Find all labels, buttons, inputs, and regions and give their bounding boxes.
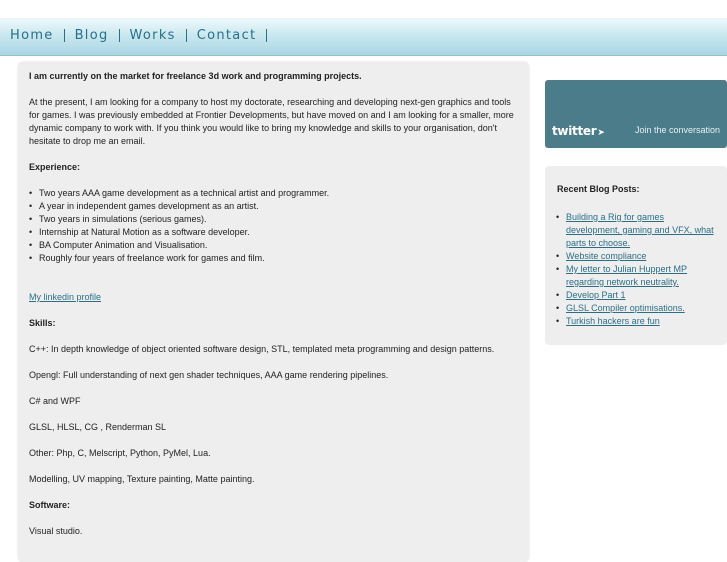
linkedin-link[interactable]: My linkedin profile: [29, 292, 102, 302]
software-heading: Software:: [29, 500, 71, 510]
nav-works[interactable]: Works: [129, 28, 176, 43]
nav-contact[interactable]: Contact: [196, 28, 257, 43]
spacer: [29, 460, 519, 473]
recent-post-link[interactable]: GLSL Compiler optimisations.: [566, 303, 685, 313]
intro-text: I am currently on the market for freelance 3d work and programming projects.: [29, 71, 362, 81]
recent-posts-list: [566, 211, 716, 328]
spacer: [29, 512, 519, 525]
experience-list: [29, 187, 519, 265]
spacer: [29, 83, 519, 96]
experience-item: • Two years AAA game development as a technical artist and programmer.: [39, 187, 519, 200]
experience-item: • Internship at Natural Motion as a software developer.: [39, 226, 519, 239]
spacer: [29, 356, 519, 369]
spacer: [29, 148, 519, 161]
intro-paragraph: At the present, I am looking for a company to host my doctorate, researching and developing next-gen graphics and tools for games. I was previously embedded at Frontier Developments, but have moved on and I am looking for a smaller, more dynamic company to work with. If you think you would like to bring my knowledge and skills to your organisation, don't hesitate to drop me an email.: [29, 97, 514, 146]
skill-item: C++: In depth knowledge of object oriented software design, STL, templated meta programming and design patterns.: [29, 344, 495, 354]
nav-home[interactable]: Home: [10, 28, 54, 43]
skill-item: Opengl: Full understanding of next gen shader techniques, AAA game rendering pipelines.: [29, 370, 389, 380]
spacer: [29, 408, 519, 421]
recent-post-link[interactable]: Building a Rig for games development, gaming and VFX, what parts to choose.: [566, 212, 714, 248]
experience-item: • A year in independent games development as an artist.: [39, 200, 519, 213]
nav-divider: [186, 29, 187, 42]
recent-post-link[interactable]: Website compliance: [566, 251, 647, 261]
bird-icon: ➤: [597, 128, 605, 138]
spacer: [29, 174, 519, 187]
twitter-widget[interactable]: [545, 80, 727, 148]
recent-post-link[interactable]: Turkish hackers are fun: [566, 316, 660, 326]
twitter-logo-text: twitter: [552, 124, 597, 138]
nav-blog[interactable]: Blog: [74, 28, 109, 43]
experience-item: • Roughly four years of freelance work for games and film.: [39, 252, 519, 265]
spacer: [29, 278, 519, 291]
spacer: [29, 382, 519, 395]
skills-heading: Skills:: [29, 318, 56, 328]
skill-item: C# and WPF: [29, 396, 81, 406]
top-nav-bar: [0, 18, 727, 56]
nav-divider: [64, 29, 65, 42]
experience-heading: Experience:: [29, 162, 81, 172]
join-conversation-text[interactable]: Join the conversation: [635, 125, 721, 135]
nav-menu: [10, 28, 277, 43]
recent-posts-title: Recent Blog Posts:: [557, 184, 640, 194]
spacer: [29, 330, 519, 343]
main-content-panel: [18, 62, 529, 562]
main-content: [29, 70, 519, 538]
skill-item: Modelling, UV mapping, Texture painting, Matte painting.: [29, 474, 255, 484]
software-item: Visual studio.: [29, 526, 83, 536]
experience-item: • Two years in simulations (serious games).: [39, 213, 519, 226]
recent-post-link[interactable]: Develop Part 1: [566, 290, 626, 300]
spacer: [29, 304, 519, 317]
spacer: [29, 265, 519, 278]
nav-divider: [119, 29, 120, 42]
recent-post-link[interactable]: My letter to Julian Huppert MP regarding network neutrality.: [566, 264, 688, 287]
experience-item: • BA Computer Animation and Visualisation.: [39, 239, 519, 252]
spacer: [29, 434, 519, 447]
twitter-logo: [552, 124, 605, 138]
recent-posts-panel: [545, 166, 727, 345]
spacer: [29, 486, 519, 499]
skill-item: Other: Php, C, Melscript, Python, PyMel, Lua.: [29, 448, 211, 458]
skill-item: GLSL, HLSL, CG , Renderman SL: [29, 422, 167, 432]
nav-divider: [266, 29, 267, 42]
